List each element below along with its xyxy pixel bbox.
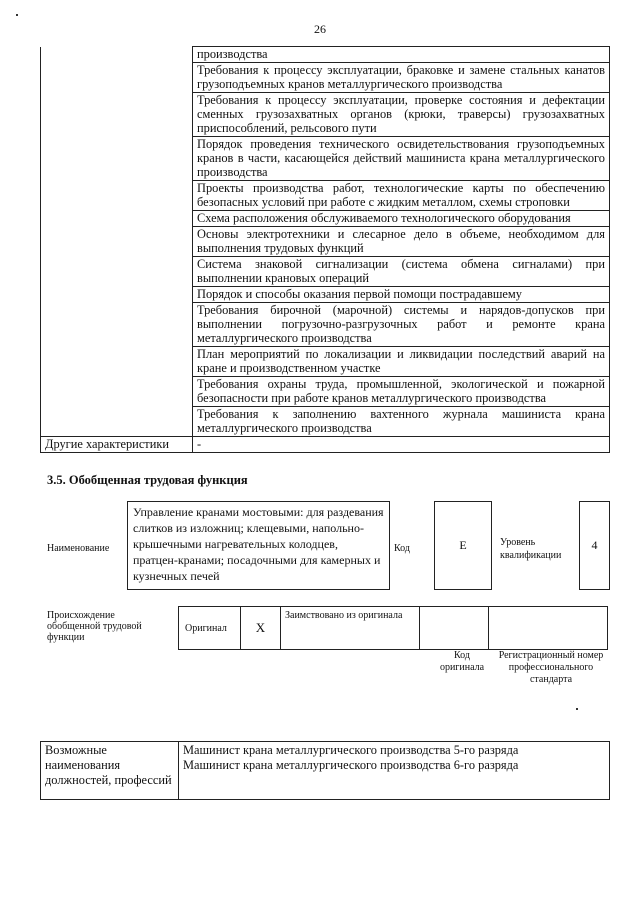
positions-table (40, 741, 610, 800)
req-row: Схема расположения обслуживаемого технологического оборудования (193, 211, 610, 227)
page-number: 26 (314, 22, 326, 36)
req-row: Требования бирочной (марочной) системы и нарядов-допусков при выполнении погрузочно-разгрузочных работ и ремонте крана металлургического производства (193, 303, 610, 347)
section-title: 3.5. Обобщенная трудовая функция (47, 473, 248, 487)
req-row: Проекты производства работ, технологические карты по обеспечению безопасных условий при работе с жидким металлом, схемы строповки (193, 181, 610, 211)
scan-mark (16, 14, 18, 16)
req-row: производства (193, 47, 610, 63)
code-label: Код (394, 543, 410, 554)
scan-mark (576, 708, 578, 710)
req-row: Требования к процессу эксплуатации, браковке и замене стальных канатов грузоподъемных кранов металлургического производства (193, 63, 610, 93)
original-code-cell (419, 606, 489, 650)
other-characteristics-value: - (193, 437, 610, 453)
registration-caption: Регистрационный номер профессионального стандарта (498, 650, 604, 685)
other-characteristics-label: Другие характеристики (41, 437, 193, 453)
req-row: Порядок и способы оказания первой помощи пострадавшему (193, 287, 610, 303)
position-item: Машинист крана металлургического производства 5-го разряда (183, 743, 519, 757)
req-row: Требования охраны труда, промышленной, экологической и пожарной безопасности при работе кранов металлургического производства (193, 377, 610, 407)
req-row: План мероприятий по локализации и ликвидации последствий аварий на кране и производственном участке (193, 347, 610, 377)
positions-list (179, 742, 610, 800)
position-item: Машинист крана металлургического производства 6-го разряда (183, 758, 519, 772)
function-name-box: Управление кранами мостовыми: для раздевания слитков из изложниц; клещевыми, напольно-крышечными нагревательных колодцев, пратцен-кранами; посадочными для камерных и кузнечных печей (127, 501, 390, 590)
req-row: Порядок проведения технического освидетельствования грузоподъемных кранов в части, касающейся действий машиниста крана металлургического производства (193, 137, 610, 181)
code-caption: Код оригинала (439, 650, 485, 673)
req-row: Система знаковой сигнализации (система обмена сигналами) при выполнении крановых операций (193, 257, 610, 287)
name-label: Наименование (47, 543, 110, 554)
req-row: Основы электротехники и слесарное дело в объеме, необходимом для выполнения трудовых функций (193, 227, 610, 257)
origin-label: Происхождение обобщенной трудовой функции (47, 610, 142, 643)
registration-number-cell (488, 606, 608, 650)
positions-label: Возможные наименования должностей, профессий (41, 742, 179, 800)
req-row: Требования к заполнению вахтенного журнала машиниста крана металлургического производства (193, 407, 610, 437)
original-cell: Оригинал (178, 606, 241, 650)
requirements-table (40, 46, 610, 453)
req-row: Требования к процессу эксплуатации, проверке состояния и дефектации сменных грузозахватных органов (крюки, траверсы) грузозахватных приспособлений, рельсового пути (193, 93, 610, 137)
original-mark: X (240, 606, 281, 650)
level-value: 4 (579, 501, 610, 590)
code-value: E (434, 501, 492, 590)
origin-row (179, 606, 611, 650)
borrowed-cell: Заимствовано из оригинала (280, 606, 420, 650)
level-label: Уровень квалификации (500, 537, 562, 561)
